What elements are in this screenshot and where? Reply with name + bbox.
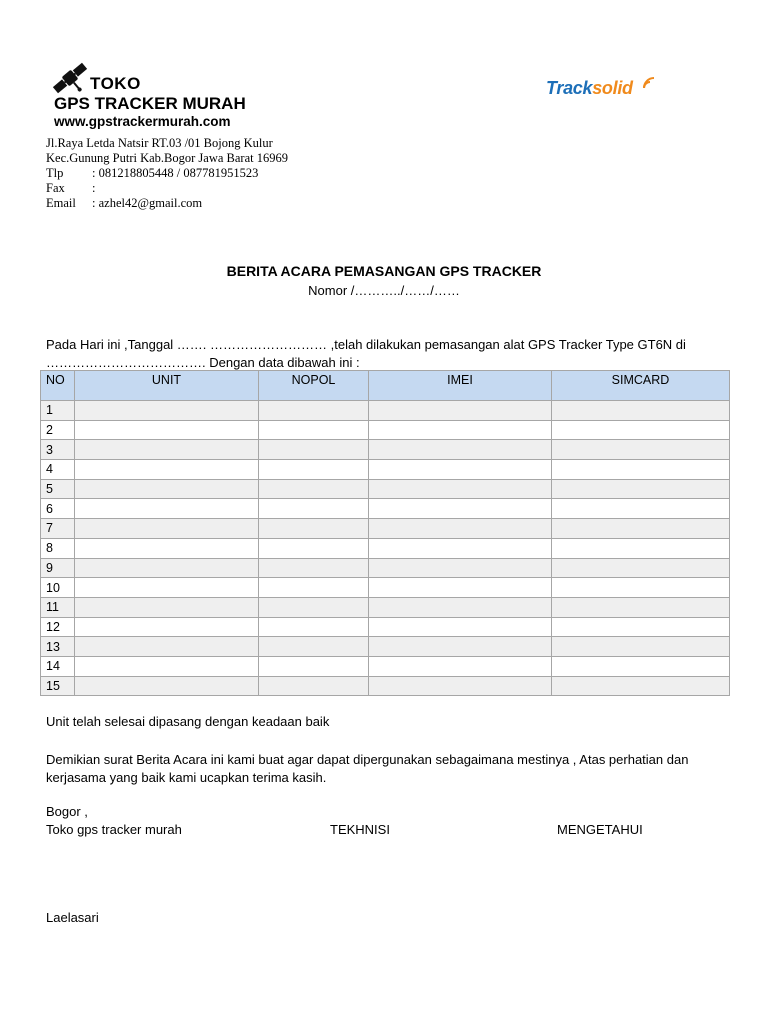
cell-no: 1 [41, 401, 75, 421]
table-row [41, 519, 730, 539]
cell-unit[interactable] [75, 578, 259, 598]
cell-simcard[interactable] [552, 440, 730, 460]
cell-simcard[interactable] [552, 637, 730, 657]
header-nopol: NOPOL [259, 371, 369, 401]
installed-note: Unit telah selesai dipasang dengan keadaan baik [46, 714, 330, 729]
table-row [41, 637, 730, 657]
cell-nopol[interactable] [259, 558, 369, 578]
cell-imei[interactable] [369, 578, 552, 598]
table-row [41, 401, 730, 421]
address-line-1: Jl.Raya Letda Natsir RT.03 /01 Bojong Kulur [46, 136, 273, 150]
closing-paragraph: Demikian surat Berita Acara ini kami buat agar dapat dipergunakan sebagaimana mestinya , Atas perhatian dan kerjasama yang baik kami ucapkan terima kasih. [46, 752, 689, 785]
cell-nopol[interactable] [259, 460, 369, 480]
cell-nopol[interactable] [259, 578, 369, 598]
table-row [41, 420, 730, 440]
cell-simcard[interactable] [552, 676, 730, 696]
table-body [41, 401, 730, 696]
logo-website: www.gpstrackermurah.com [54, 114, 231, 129]
cell-nopol[interactable] [259, 597, 369, 617]
cell-imei[interactable] [369, 597, 552, 617]
cell-imei[interactable] [369, 617, 552, 637]
cell-nopol[interactable] [259, 420, 369, 440]
cell-unit[interactable] [75, 460, 259, 480]
table-row [41, 460, 730, 480]
cell-simcard[interactable] [552, 617, 730, 637]
cell-no: 14 [41, 656, 75, 676]
cell-no: 4 [41, 460, 75, 480]
header-simcard: SIMCARD [552, 371, 730, 401]
intro-line-1: Pada Hari ini ,Tanggal ……. ……………………… ,telah dilakukan pemasangan alat GPS Tracker Type GT6N di [46, 337, 686, 352]
cell-no: 13 [41, 637, 75, 657]
cell-unit[interactable] [75, 637, 259, 657]
intro-line-2: ………………………………. Dengan data dibawah ini : [46, 355, 360, 370]
cell-simcard[interactable] [552, 578, 730, 598]
tracksolid-logo [546, 74, 660, 106]
cell-imei[interactable] [369, 558, 552, 578]
cell-no: 2 [41, 420, 75, 440]
cell-no: 7 [41, 519, 75, 539]
cell-simcard[interactable] [552, 519, 730, 539]
header-no: NO [41, 371, 75, 401]
cell-nopol[interactable] [259, 519, 369, 539]
cell-unit[interactable] [75, 558, 259, 578]
cell-simcard[interactable] [552, 538, 730, 558]
place-date: Bogor , [46, 804, 88, 819]
cell-no: 12 [41, 617, 75, 637]
signature-technician: TEKHNISI [330, 822, 390, 837]
logo-store-name: GPS TRACKER MURAH [54, 94, 246, 113]
cell-no: 6 [41, 499, 75, 519]
cell-simcard[interactable] [552, 460, 730, 480]
signature-acknowledged: MENGETAHUI [557, 822, 643, 837]
cell-simcard[interactable] [552, 420, 730, 440]
header-unit: UNIT [75, 371, 259, 401]
signal-icon [642, 74, 658, 92]
cell-imei[interactable] [369, 479, 552, 499]
cell-imei[interactable] [369, 401, 552, 421]
fax-line: Fax : [46, 181, 96, 195]
cell-unit[interactable] [75, 440, 259, 460]
table-row [41, 440, 730, 460]
table-row [41, 676, 730, 696]
cell-imei[interactable] [369, 499, 552, 519]
email-line: Email : azhel42@gmail.com [46, 196, 203, 210]
cell-nopol[interactable] [259, 499, 369, 519]
cell-no: 15 [41, 676, 75, 696]
installation-table [40, 370, 730, 696]
cell-imei[interactable] [369, 519, 552, 539]
signature-store: Toko gps tracker murah [46, 822, 182, 837]
cell-imei[interactable] [369, 676, 552, 696]
cell-unit[interactable] [75, 676, 259, 696]
store-logo [48, 56, 270, 128]
store-address [46, 136, 288, 211]
cell-imei[interactable] [369, 460, 552, 480]
cell-unit[interactable] [75, 479, 259, 499]
cell-nopol[interactable] [259, 538, 369, 558]
table-row [41, 558, 730, 578]
cell-simcard[interactable] [552, 558, 730, 578]
cell-imei[interactable] [369, 440, 552, 460]
cell-imei[interactable] [369, 420, 552, 440]
header-imei: IMEI [369, 371, 552, 401]
cell-no: 5 [41, 479, 75, 499]
cell-nopol[interactable] [259, 656, 369, 676]
cell-no: 9 [41, 558, 75, 578]
cell-nopol[interactable] [259, 479, 369, 499]
cell-simcard[interactable] [552, 479, 730, 499]
table-row [41, 597, 730, 617]
table-row [41, 578, 730, 598]
cell-unit[interactable] [75, 499, 259, 519]
cell-unit[interactable] [75, 519, 259, 539]
cell-simcard[interactable] [552, 499, 730, 519]
cell-unit[interactable] [75, 401, 259, 421]
cell-simcard[interactable] [552, 597, 730, 617]
cell-no: 3 [41, 440, 75, 460]
cell-nopol[interactable] [259, 440, 369, 460]
cell-no: 10 [41, 578, 75, 598]
document-title: BERITA ACARA PEMASANGAN GPS TRACKER [226, 263, 542, 279]
table-row [41, 538, 730, 558]
cell-nopol[interactable] [259, 401, 369, 421]
table-row [41, 617, 730, 637]
cell-simcard[interactable] [552, 656, 730, 676]
logo-toko-text: TOKO [90, 74, 141, 93]
phone-line: Tlp : 081218805448 / 087781951523 [46, 166, 259, 180]
address-line-2: Kec.Gunung Putri Kab.Bogor Jawa Barat 16969 [46, 151, 288, 165]
signer-name: Laelasari [46, 910, 99, 925]
table-header-row [41, 371, 730, 401]
cell-simcard[interactable] [552, 401, 730, 421]
cell-unit[interactable] [75, 420, 259, 440]
cell-imei[interactable] [369, 637, 552, 657]
cell-unit[interactable] [75, 617, 259, 637]
cell-imei[interactable] [369, 656, 552, 676]
cell-nopol[interactable] [259, 676, 369, 696]
cell-no: 8 [41, 538, 75, 558]
table-row [41, 499, 730, 519]
table-row [41, 479, 730, 499]
cell-no: 11 [41, 597, 75, 617]
cell-nopol[interactable] [259, 637, 369, 657]
document-number: Nomor /………../……/…… [308, 283, 460, 298]
cell-imei[interactable] [369, 538, 552, 558]
cell-unit[interactable] [75, 538, 259, 558]
cell-unit[interactable] [75, 597, 259, 617]
table-row [41, 656, 730, 676]
intro-paragraph [46, 336, 726, 372]
cell-unit[interactable] [75, 656, 259, 676]
tracksolid-wordmark: Tracksolid [546, 78, 633, 98]
cell-nopol[interactable] [259, 617, 369, 637]
